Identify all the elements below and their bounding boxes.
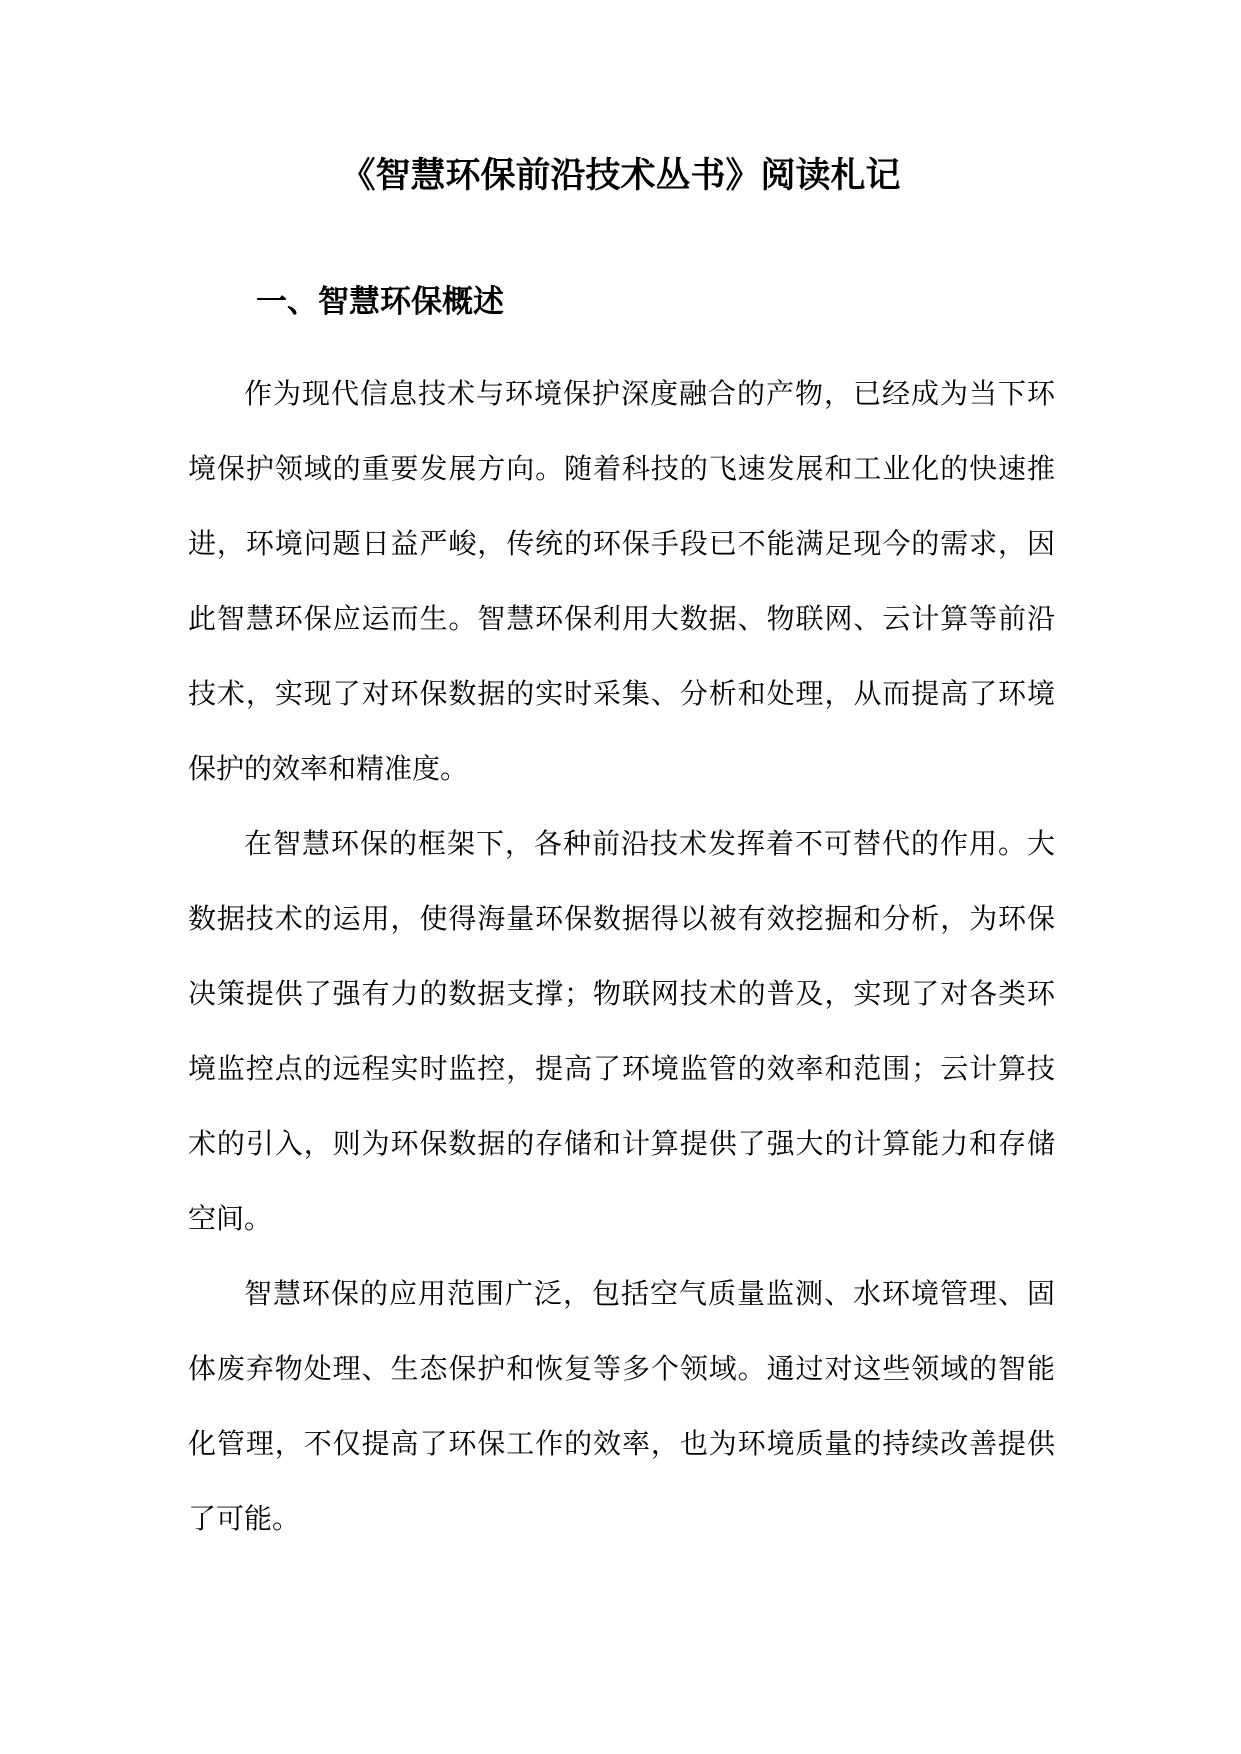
body-paragraph: 作为现代信息技术与环境保护深度融合的产物，已经成为当下环境保护领域的重要发展方向。随着科技的飞速发展和工业化的快速推进，环境问题日益严峻，传统的环保手段已不能满足现今的需求，因此智慧环保应运而生。智慧环保利用大数据、物联网、云计算等前沿技术，实现了对环保数据的实时采集、分析和处理，从而提高了环境保护的效率和精准度。 xyxy=(188,377,1055,785)
document-title: 《智慧环保前沿技术丛书》阅读札记 xyxy=(340,155,901,196)
body-paragraph: 在智慧环保的框架下，各种前沿技术发挥着不可替代的作用。大数据技术的运用，使得海量环保数据得以被有效挖掘和分析，为环保决策提供了强有力的数据支撑；物联网技术的普及，实现了对各类环境监控点的远程实时监控，提高了环境监管的效率和范围；云计算技术的引入，则为环保数据的存储和计算提供了强大的计算能力和存储空间。 xyxy=(188,827,1055,1235)
section-heading: 一、智慧环保概述 xyxy=(256,284,504,320)
body-paragraph: 智慧环保的应用范围广泛，包括空气质量监测、水环境管理、固体废弃物处理、生态保护和恢复等多个领域。通过对这些领域的智能化管理，不仅提高了环保工作的效率，也为环境质量的持续改善提供了可能。 xyxy=(188,1277,1055,1535)
